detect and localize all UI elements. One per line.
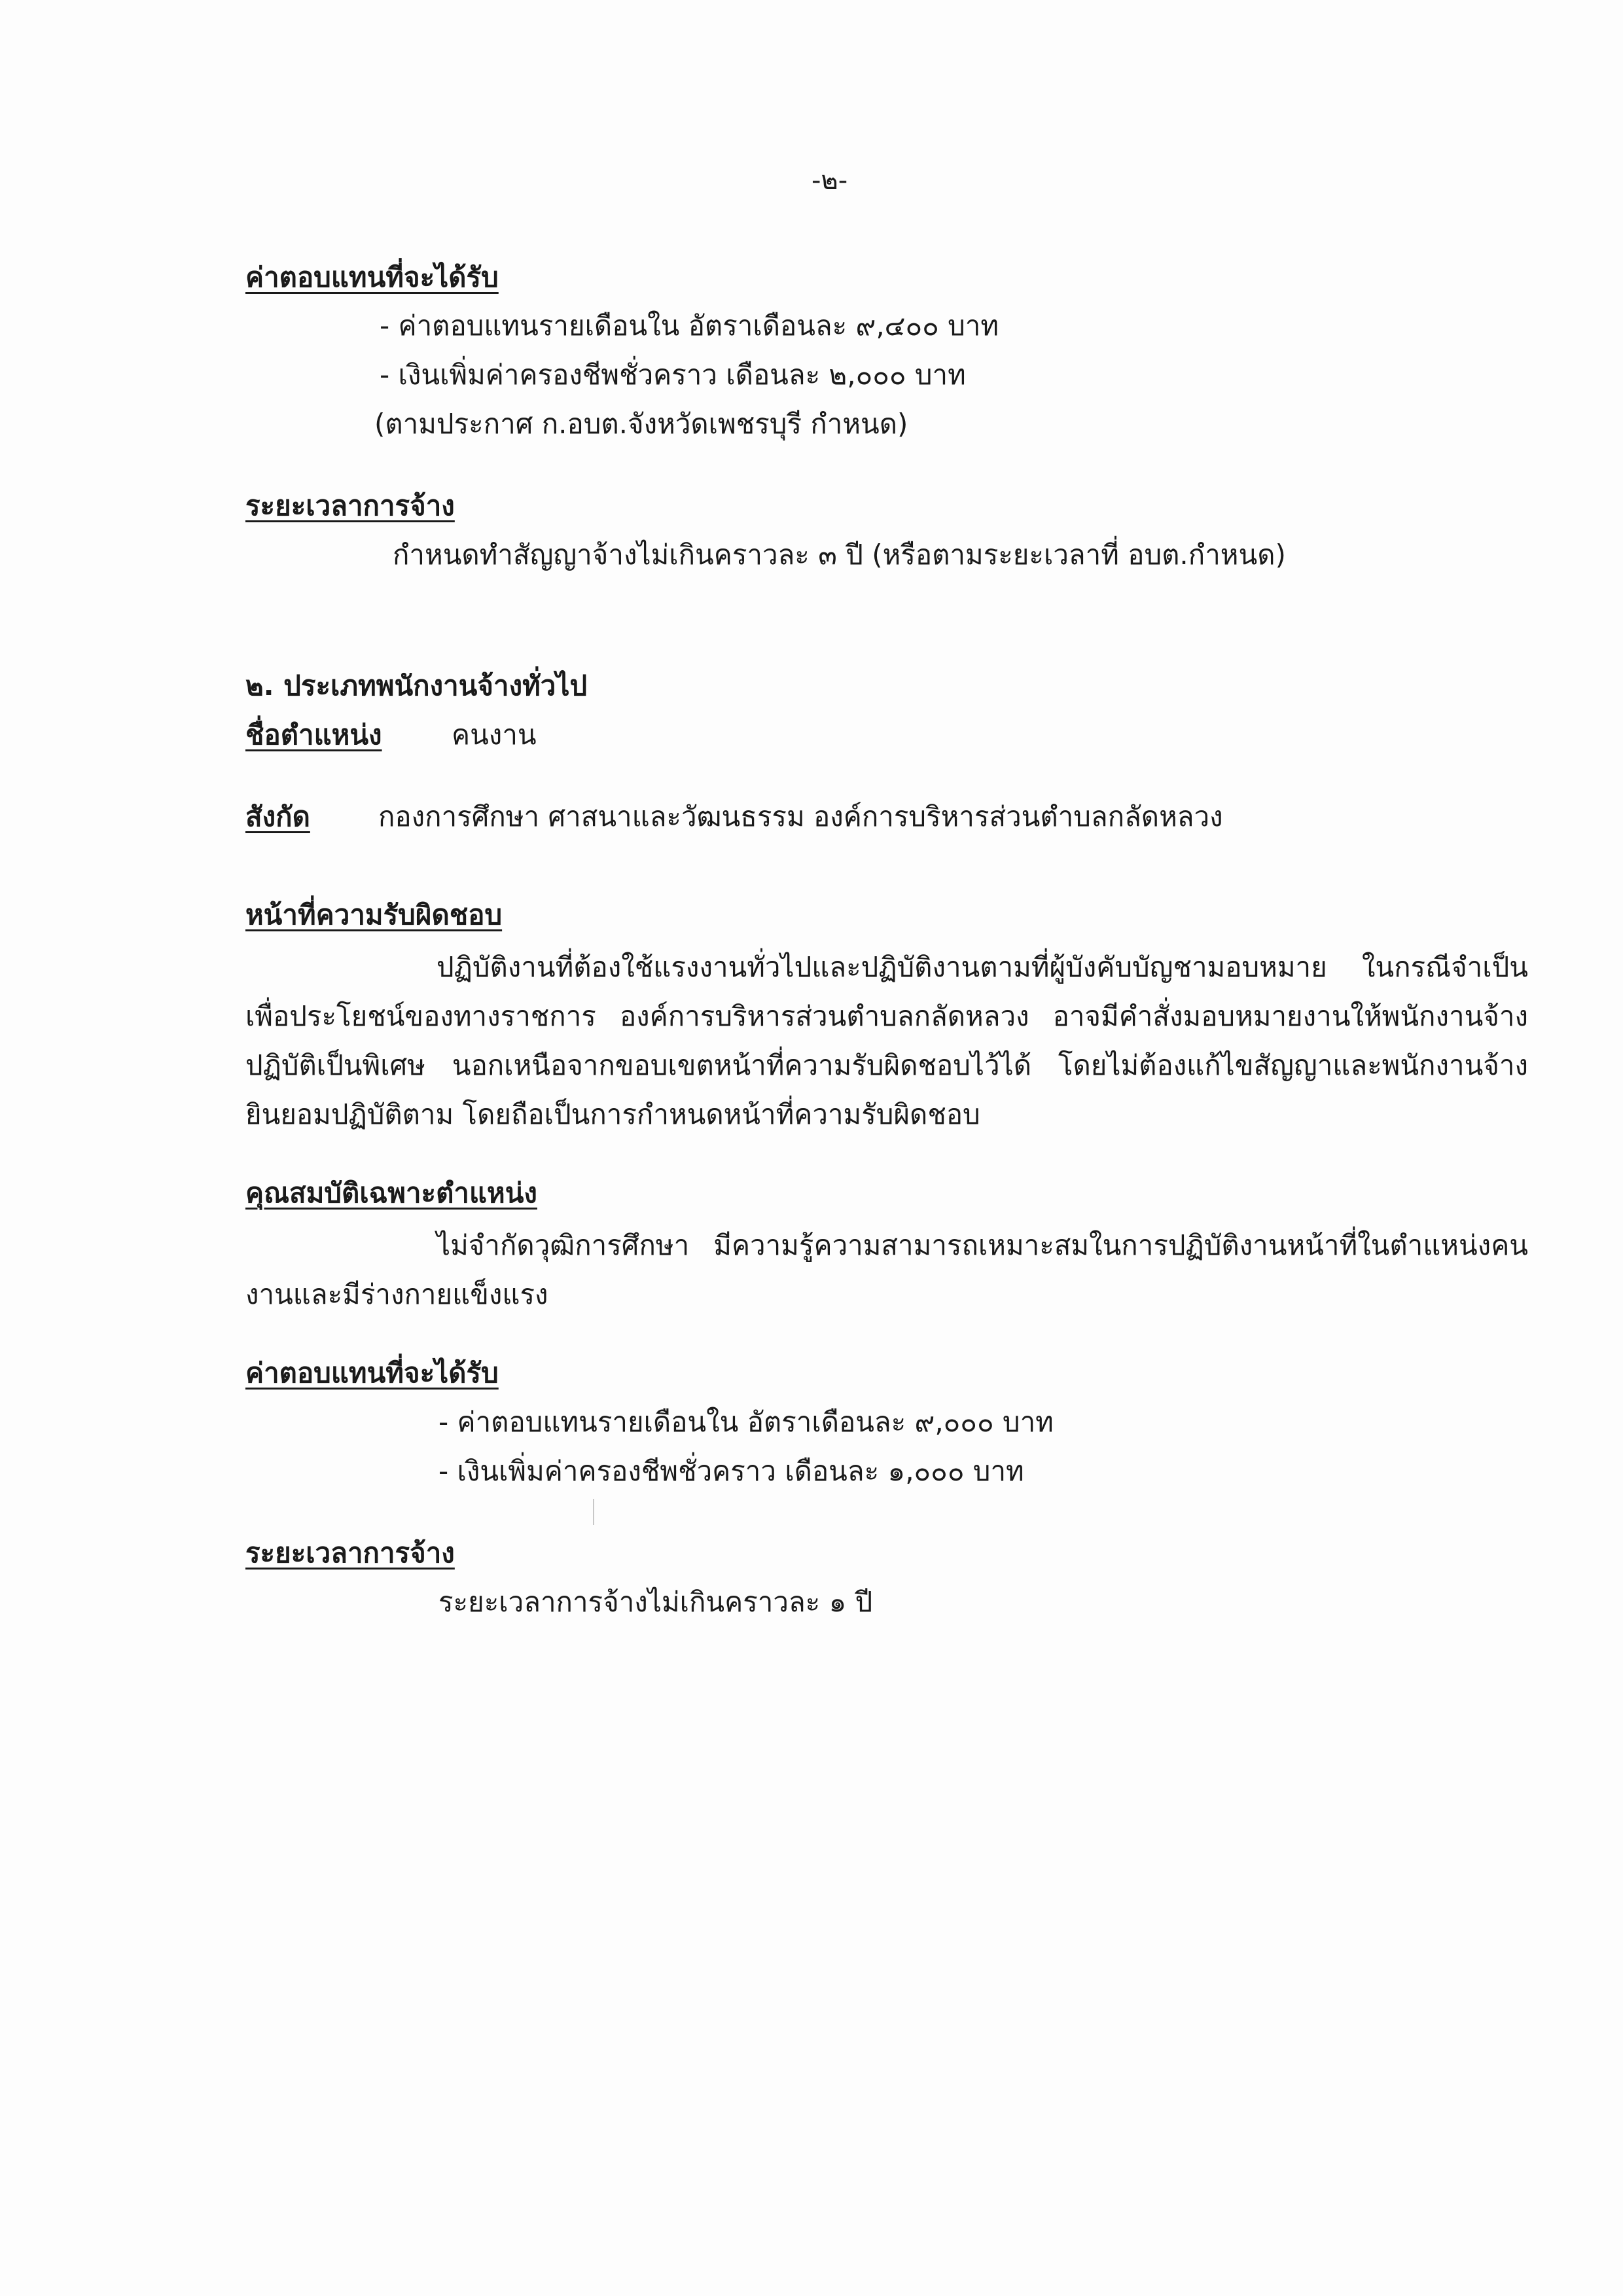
position-label: ชื่อตำแหน่ง: [245, 719, 382, 751]
compensation-note: (ตามประกาศ ก.อบต.จังหวัดเพชรบุรี กำหนด): [374, 408, 908, 440]
qualification-text: ไม่จำกัดวุฒิการศึกษา มีความรู้ความสามารถเหมาะสมในการปฏิบัติงานหน้าที่ในตำแหน่งคนงานและมีร่างกายแข็งแรง: [245, 1229, 1528, 1310]
employment-period-text-2: ระยะเวลาการจ้างไม่เกินคราวละ ๑ ปี: [438, 1586, 873, 1618]
employment-period-heading-2: ระยะเวลาการจ้าง: [245, 1537, 455, 1569]
duties-text: ปฏิบัติงานที่ต้องใช้แรงงานทั่วไปและปฏิบัติงานตามที่ผู้บังคับบัญชามอบหมาย ในกรณีจำเป็นเพื่อประโยชน์ของทางราชการ องค์การบริหารส่วนตำบลกลัดหลวง อาจมีคำสั่งมอบหมายงานให้พนักงานจ้างปฏิบัติเป็นพิเศษ นอกเหนือจากขอบเขตหน้าที่ความรับผิดชอบไว้ได้ โดยไม่ต้องแก้ไขสัญญาและพนักงานจ้างยินยอมปฏิบัติตาม โดยถือเป็นการกำหนดหน้าที่ความรับผิดชอบ: [245, 951, 1528, 1130]
compensation-heading: ค่าตอบแทนที่จะได้รับ: [245, 261, 499, 293]
department-value: กองการศึกษา ศาสนาและวัฒนธรรม องค์การบริหารส่วนตำบลกลัดหลวง: [378, 800, 1223, 833]
compensation-allowance: - เงินเพิ่มค่าครองชีพชั่วคราว เดือนละ ๒,๐๐๐ บาท: [380, 359, 966, 391]
employment-period-text: กำหนดทำสัญญาจ้างไม่เกินคราวละ ๓ ปี (หรือตามระยะเวลาที่ อบต.กำหนด): [393, 539, 1286, 571]
compensation-monthly-2: - ค่าตอบแทนรายเดือนใน อัตราเดือนละ ๙,๐๐๐ บาท: [438, 1406, 1054, 1438]
qualification-paragraph: [245, 1221, 1528, 1319]
compensation-monthly: - ค่าตอบแทนรายเดือนใน อัตราเดือนละ ๙,๔๐๐ บาท: [380, 310, 999, 342]
position-value: คนงาน: [452, 719, 537, 751]
section-title: ๒. ประเภทพนักงานจ้างทั่วไป: [245, 670, 588, 702]
page-number: -๒-: [812, 166, 848, 196]
department-label: สังกัด: [245, 800, 310, 833]
employment-period-heading: ระยะเวลาการจ้าง: [245, 490, 455, 522]
duties-heading: หน้าที่ความรับผิดชอบ: [245, 899, 503, 931]
compensation-heading-2: ค่าตอบแทนที่จะได้รับ: [245, 1357, 499, 1389]
qualification-heading: คุณสมบัติเฉพาะตำแหน่ง: [245, 1177, 537, 1209]
compensation-allowance-2: - เงินเพิ่มค่าครองชีพชั่วคราว เดือนละ ๑,๐๐๐ บาท: [438, 1455, 1024, 1487]
duties-paragraph: [245, 942, 1528, 1139]
scan-mark: [593, 1499, 594, 1525]
